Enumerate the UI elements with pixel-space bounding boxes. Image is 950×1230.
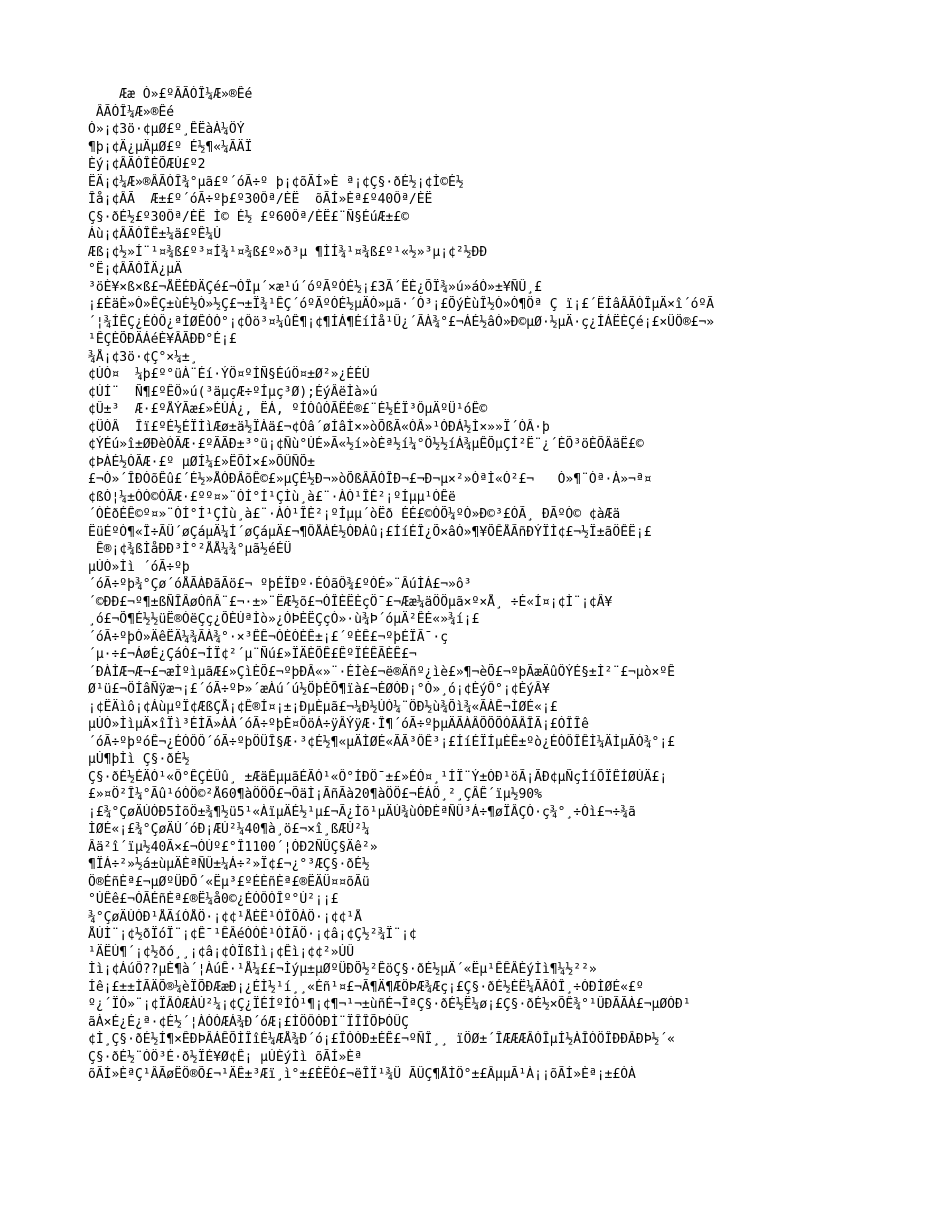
text-line: ¢ßÒ¦¼±ÒÒ©ÓÃÆ·£ºº¤»¨ÓÍ°Í¹ÇÌù¸à£¨·ÀÒ¹ÎÈ²¡ºÍµµ¹ÒÊë: [88, 489, 456, 505]
text-line: ¶þ¡¢Ä¿µÄµØ£º É½¶«¼ÃÄÏ: [88, 139, 253, 155]
text-line: µÚÒ»Ìì ´óÃ÷ºþ: [88, 559, 190, 575]
text-line: Ìì¡¢Áú͏Ô??µÈ¶à´¦ÀúÊ·¹Å¼££¬Ìýµ±µØºÜÐÕ½²ÊöÇ§·ðÉ½µÄ´«Ëµ¹ÊÊÂÈýÌì¶¼½²²»: [88, 962, 597, 977]
text-line: Ø¹ü£¬ÖÍâÑÿæ¬¡£´óÃ÷ºÞ»´æÀú´ú½ÖþÉÕ¶ïà£¬ÉØÓÐ¡°Ò»¸ó¡¢ÈýÔ°¡¢ÈýÂ¥: [88, 682, 550, 697]
text-line: Ç§·ðÉ½¨ÓÖ³É·ð½ÏÉ¥Ø¢Ê¡ µÚÈýÌì õÃÍ»Èª: [88, 1049, 362, 1065]
text-line: ÂÃÓÎ¼Æ»®Êé: [88, 104, 175, 120]
text-line: ¸ó£¬Õ¶É½½üË®ÓëÇç¿ÕÈÚªÌò»¿ÓÞÈËÇçÒ»·ù¾Þ´óµÄ²ÊÉ«»¾í¡£: [88, 612, 480, 627]
text-line: µÚÒ»ÌìµÄ×îÏì³ÉÌÃ»ÀÀ´óÃ÷ºþÈ¤ÔöÁ÷ÿÂÝÿÆ·Î¶´óÃ÷ºþµÄÃÀÂÕÕÕÓÃÂÎÃ¡£ÓÎÎê: [88, 717, 589, 732]
text-line: µÚ¶þÌì Ç§·ðÉ½: [88, 752, 190, 767]
text-line: õÃÍ»ÈªÇ¹ÂÃøËÖ®Õ£¬¹ÄÊ±³Æï¸ì°±£ÈËÓ£¬ëÎÏ¹¾Ü ÃÛÇ¶ÅÌÖ°±£ÂµµÃ¹À¡¡õÃÍ»Èª¡±£ÒÀ: [88, 1067, 636, 1082]
text-line: ´ÒÈðÉÊ©º¤»¨ÓÍ°Í¹ÇÌù¸à£¨·ÀÒ¹ÎÈ²¡ºÍµµ´òËð ÉÉ£©ÒÕ¼ºÒ»Ð©³£ÓÃ¸ ÐÃºÒ© ¢àÆä: [88, 507, 621, 522]
text-line: ¢Ì¸Ç§·ðÉ½Í¶×ÊÐÞÂÁÊÕÌÎîÉ¼ÆÅ¾Ð´ó¡£ÎÒÓÐ±ÉÊ£¬ºÑÎ¸¸ ïÖØ±´ÎÆÆÆÂÓÎµÍ½ÀÎÓÖÎÐÐÂÐÞ½´«: [88, 1032, 675, 1047]
text-line: °Ë¡¢ÂÃÓÎÄ¿µÄ: [88, 262, 182, 277]
text-line: £»¤Ö²Î¼°Ãû¹óÒÖ©²Å60¶àÖÖÕ£¬ÕäÌ¡ÃñÃà20¶àÖÖ£¬ÉÁÖ¸²¸ÇÂÊ´ïµ½90%: [88, 787, 542, 802]
text-line: Ê®¡¢¾ßÌåÐÐ³Ì°²ÅÅ¼¾°µã½éÉÜ: [88, 542, 292, 557]
text-line: °ÙÊê£¬ÓÃÉñÈª£®Ë¼å0©¿ÉÒÔÓÎº°Ù²¡¡£: [88, 892, 339, 907]
text-line: ¢Û±³ Æ·£ºÅÝÃæ£»ÉÙÁ¿, ËÁ, ºÍÒûÓÃËÉ®£¨É½ÉÏ³ÔµÄºÜ¹óÊ©: [88, 402, 488, 417]
text-line: Ç§·ðÉ½ÉÄÓ¹«Ô°ÊÇÈÛû¸ ±ÆäÊµµãÉÃÓ¹«Ô°ÍÐÖ¯±£»ÉÓ¤¸¹ÍÏ¨Ý±ÓÐ¹öÃ¡ÃÐ¢µÑçÍíÕÏÊÍØÙÄ£¡: [88, 769, 668, 785]
text-line: ´óÃ÷ºþºóÊ¬¿ÉÒÔÔ´óÃ÷ºþÖÜÎ§Æ·³¢É½¶«µÄÌØÉ«ÃÃ³ÔÊ³¡£ÍíÉÏÍµÈÊ±ºò¿ÉÒÔÎÊÌ¼ÄÌµÃÒ¾°¡£: [88, 734, 675, 750]
text-line: Ææ Ò»£ºÂÃÓÎ¼Æ»®Êé: [88, 87, 253, 102]
text-line: Ò»¡¢3ö·¢µØ£º¸ÊËàÀ¼ÖÝ: [88, 122, 245, 137]
text-line: ¢ÜÒÂ Îï£ºÉ½ÉÏÌìÆø±ä½ÏÀä£¬¢Òâ´øÍâÌ×»òÕßÃ«ÒÂ»¹ÓÐÁ½Ì×»»Ï´ÒÂ·þ: [88, 419, 550, 435]
text-line: ´ÐÀÌÆ¬Æ¬£¬æÌºìµãÆ£»ÇìÈÕ£¬ºþÐÂ«»¨·ÉÌè£¬ë®Äñº¿ìè£»¶¬èÕ£¬ºþÃæÄûÔÝÉ§±Ì²¨£¬µò×ºÊ: [88, 664, 675, 680]
text-line: ¾°ÇøÄÚÓÐ¹ÅÃíÒÅÖ·¡¢¢¹ÅÈË¹ÓÎÕÀÖ·¡¢¢¹Å: [88, 909, 362, 925]
text-line: ´©ÐÐ£¬º¶±ßÑÎÂøÒñÂ¨£¬·±»¨ËÆ½õ£¬ÓÎÈËÈçÖ¯£¬Ææ¼äÖÖµã×º×Å¸ ÷É«Í¤¡¢Ì¨¡¢Â¥: [88, 594, 613, 610]
text-line: Èý¡¢ÂÃÓÎÈÕÆÚ£º2: [88, 157, 206, 172]
text-line: ¶ÏÁ÷²»½á±ùµÄÈªÑÛ±¼Á÷²»Ï¢£¬¿°³ÆÇ§·ðÉ½: [88, 857, 370, 872]
text-line: Áù¡¢ÂÃÓÎÊ±¼ä£ºÊ¼Ù: [88, 227, 222, 242]
text-line: ³öÈ¥×ß×ß£¬ÅËÉÐÄÇé£¬ÓÎµ´×æ¹ú´óºÃºÓÉ½¡£3Ã´ËÈ¿ÕÏ¾»ú»áÒ»±¥ÑÛ¸£: [88, 279, 542, 295]
text-line: Æß¡¢½»Í¨¹¤¾ß£º³¤Í¾¹¤¾ß£º»ð³µ ¶ÌÍ¾¹¤¾ß£º¹«½»³µ¡¢²½ÐÐ: [88, 244, 488, 260]
text-line: ´óÃ÷ºþÒ»ÄêËÄ¼¾ÃÀ¾°·×³ÊÊ¬ÓÈÒÈÊ±¡£´ºÈÊ£¬ºþÉÏÃ¯·ç: [88, 629, 449, 645]
document-body: [88, 86, 928, 1084]
text-line: ¢ÙÒ¤ ¼þ£º°üÀ¨Éí·ÝÖ¤ºÍÑ§ÉúÖ¤±Ø²»¿ÉÉÙ: [88, 367, 370, 382]
text-line: ´µ·÷£¬ÁøÉ¿ÇáÒ£¬ÍÏ¢²´µ¨Ñú£»ÏÄÈÕÊ£ÊºÏÉÊÃÈÊ£¬: [88, 647, 417, 662]
text-line: Íê¡£±±ÌÃÄÕ®¼èÏÕÐÆæÐ¡¿ÉÌ½¹í¸¸«Éñ¹¤£¬Ã¶Ä¶ÆÖÞÆ¾Æç¡£Ç§·ðÉ½ÈË¼ÃÂÓÎ¸÷ÓÐÌØÉ«£º: [88, 979, 644, 995]
text-line: Ç§·ðÉ½£º30Ôª/ÈË Ì© É½ £º60Ôª/ÈË£¨Ñ§ÉúÆ±£©: [88, 209, 409, 225]
text-line: ËÄ¡¢¼Æ»®ÂÃÓÎ¾°µã£º´óÃ÷º þ¡¢õÃÍ»È ª¡¢Ç§·ðÉ½¡¢Ì©É½: [88, 174, 464, 190]
text-line: ¢ÝÉú»î±ØÐèÓÃÆ·£ºÃÃÐ±³°ü¡¢Ñù°ÚÉ»Ã«½í»òÈª½í¼°Ö½½íÁ¾µÊÕµÇÍ²Ë¨¿´ÈÕ³öÈÕÂäË£©: [88, 437, 644, 452]
text-line: £¬Ò»´ÎÐÓõÊû£´É½»ÅÓÐÂõÊ©£»µÇÉ½Ð¬»òÕßÂÃÓÎÐ¬£¬Ð¬µ×²»ÒªÌ«Ó²£¬ Ò»¶¨Òª·À»¬ª¤: [88, 472, 652, 487]
text-line: Âä²î´ïµ½40Ã×£¬ÓÚº£°Î1100´¦ÓÐ2ÑÛÇ§Äê²»: [88, 839, 378, 855]
text-line: ÌØÉ«¡£¾°ÇøÄÚ´óÐ¡ÆÚ²¼40¶à¸ö£¬×î¸ßÆÙ²¼: [88, 822, 370, 837]
text-line: ¡¢ËÄìô¡¢ÁùµºÏ¢ÆßÇÅ¡¢Ê®Í¤¡±¡ÐµÈµã£¬¼Ð½ÚÓ¼¨ÖÐ½ù¾Õì¾«ÃÀÊ¬ÌØÉ«¡£: [88, 699, 558, 715]
text-line: ´óÃ÷ºþ¾°Çø´óÅÃÀÐãÃö£¬ ºþÉÏÐº·ÉÓãÔ¾£ºÓÉ»¨ÂúÌÁ£¬»ô³: [88, 577, 472, 592]
text-line: ¹ÊÇÈÕÐÄÁéÈ¥ÂÃÐÐ°É¡£: [88, 332, 237, 347]
text-line: ¡£¾°ÇøÄÚÓÐ5ÌõÖ±¾¶½ü5¹«ÀïµÄÉ½¹µ£¬Ã¿Ìõ¹µÄÚ¾ùÓÐÈªÑÛ³Á÷¶øÏÂÇÒ·ç¾°¸÷Òì£¬÷¾ã: [88, 804, 636, 820]
text-line: ¹ÄËÚ¶´¡¢½ðó¸¸¡¢â¡¢ÒÏßÌì¡¢Êì¡¢¢²»ÚÛ: [88, 944, 355, 960]
text-line: ´¦¾ÍÊÇ¿ÉÒÔ¿ªÍØÊÓÒ°¡¢Ôö³¤¼ûÊ¶¡¢¶ÍÁ¶ÉíÌå¹Û¿´ÃÀ¾°£¬ÁÉ½âÒ»Ð©µØ·½µÄ·ç¿ÍÁËÈÇé¡£×ÜÖ®£¬»: [88, 314, 715, 330]
text-line: ¢ÞÀÉ½ÓÃÆ·£º µØÍ¼£»ËÕÌ×£»ÕÛÑÕ±: [88, 454, 315, 470]
text-line: ¾Å¡¢3ö·¢Ç°×¼±¸: [88, 349, 198, 365]
text-line: Ö®ÉñÈª£¬µØºÜÐÕ´«Ëµ³£ºÉÈñÈª£®ËÄÜ¤¤õÃü: [88, 874, 370, 890]
text-line: ¡£ÈäÈ»Ò»ÊÇ±ùÉ½Ò»½Ç£¬±Ï¾¹ÊÇ´óºÃºÓÉ½µÄÒ»µã·´Ó³¡£ÕýÈùÎ½Ò»Ò¶Öª Ç ï¡£´ËÍâÂÃÓÎµÄ×î´óºÃ: [88, 297, 715, 312]
text-line: ËüÉºÓ¶«Î÷ÃÜ´øÇáµÄ¼Í´øÇáµÄ£¬¶ÔÅÀÉ½ÓÐÀû¡£ÍíÉÎ¿Õ×âÒ»¶¥ÕÊÅÃñÐÝÏÌ¢£¬½Ï±ãÖÊË¡£: [88, 524, 652, 540]
text-line: º¿´ÏÒ»¨¡¢ÏÂÓÆÀÙ²¼¡¢Ç¿ÏÉÍºÌÒ¹¶¡¢¶¬¹¬±ùñÉ¬ÎªÇ§·ðÉ½Ë¼ø¡£Ç§·ðÉ½×ÕÊ¾°¹ÛÐÃÃÀ£¬µØÓÐ¹: [88, 997, 691, 1012]
text-line: ÅÚÌ¨¡¢½ðÏóÏ¨¡¢Ê¯¹ÊÂéÒÓÈ¹ÓÌÃÖ·¡¢â¡¢Ç½²¾Ï¨¡¢: [88, 927, 417, 942]
text-line: Îå¡¢ÂÃ Æ±£º´óÃ÷ºþ£º30Ôª/ÈË õÃÍ»Èª£º40Ôª/ÈË: [88, 192, 433, 207]
text-line: ¢ÚÍ¨ Ñ¶£ºÊÖ»ú(³äµçÆ÷ºÍµç³Ø);ÉýÂëÌà»ú: [88, 384, 378, 400]
text-line: ãÀ×É¿É¿ª·¢É½´¦ÀÒÓÆÁ¾Ð´óÆ¡£ÌÖÔÓÐÌ¨ÏÎÎÕÞÓÛÇ: [88, 1014, 409, 1030]
